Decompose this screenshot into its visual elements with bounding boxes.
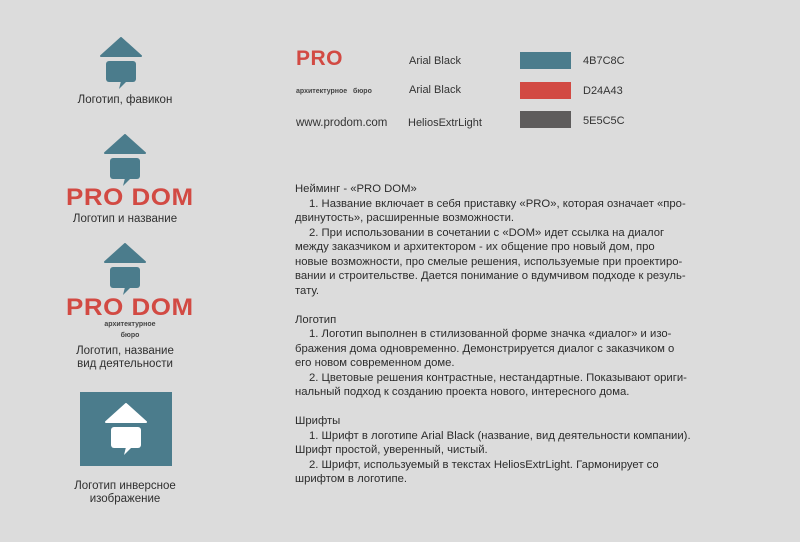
paragraph: 2. При использовании в сочетании с «DOM» идет ссылка на диалог xyxy=(309,226,665,239)
paragraph: нальный подход к созданию проекта нового, интересного дома. xyxy=(295,386,630,398)
caption-logo-inverse: изображение xyxy=(89,493,161,505)
brand-name: PRO DOM xyxy=(66,294,194,321)
color-hex-label: 4B7C8C xyxy=(583,55,625,67)
paragraph: Шрифт простой, уверенный, чистый. xyxy=(295,444,488,456)
font-name: HeliosExtrLight xyxy=(408,117,482,129)
caption-logo-activity: Логотип, название xyxy=(76,345,174,357)
logo-favicon xyxy=(100,37,142,89)
color-hex-label: D24A43 xyxy=(583,85,623,97)
house-dialog-icon xyxy=(104,134,146,186)
font-sample-pro: PRO xyxy=(296,47,344,70)
font-sample-activity: архитектурное бюро xyxy=(296,88,372,95)
brand-subtitle: архитектурное xyxy=(104,321,156,328)
logo-with-activity-icon xyxy=(104,243,146,295)
caption-logo-activity: вид деятельности xyxy=(77,358,173,370)
brand-name: PRO DOM xyxy=(66,184,194,211)
caption-favicon: Логотип, фавикон xyxy=(77,94,173,106)
description xyxy=(295,182,745,487)
caption-logo-inverse: Логотип инверсное xyxy=(74,480,176,492)
section-heading-logo: Логотип xyxy=(295,313,337,326)
paragraph: бражения дома одновременно. Демонстрируется диалог с заказчиком о xyxy=(295,342,675,355)
paragraph: новые возможности, про смелые решения, используемые при проектиро- xyxy=(295,255,683,268)
paragraph: его новом современном доме. xyxy=(295,357,455,369)
paragraph: тату. xyxy=(295,284,320,297)
paragraph: двинутость», расширенные возможности. xyxy=(295,212,515,224)
paragraph: между заказчиком и архитектором - их общение про новый дом, про xyxy=(295,241,655,253)
paragraph: 1. Логотип выполнен в стилизованной форме значка «диалог» и изо- xyxy=(309,328,672,340)
paragraph: вании и строительстве. Дается понимание о вдумчивом подходе к резуль- xyxy=(295,270,686,282)
house-dialog-icon xyxy=(105,403,147,455)
paragraph: 1. Шрифт в логотипе Arial Black (название, вид деятельности компании). xyxy=(309,429,691,442)
paragraph: 1. Название включает в себя приставку «PRO», которая означает «про- xyxy=(309,197,686,210)
logo-with-name-icon xyxy=(104,134,146,186)
paragraph: 2. Шрифт, используемый в текстах HeliosExtrLight. Гармонирует со xyxy=(309,458,659,471)
brand-subtitle: бюро xyxy=(120,332,140,339)
color-swatch-red xyxy=(520,82,571,99)
color-hex-label: 5E5C5C xyxy=(583,115,625,127)
font-name: Arial Black xyxy=(409,84,461,96)
logo-inverse xyxy=(80,392,172,466)
section-heading-fonts: Шрифты xyxy=(295,415,341,427)
caption-logo-name: Логотип и название xyxy=(72,213,178,225)
section-heading-naming: Нейминг - «PRO DOM» xyxy=(295,183,417,195)
font-name: Arial Black xyxy=(409,55,461,67)
paragraph: шрифтом в логотипе. xyxy=(295,473,408,485)
color-swatch-gray xyxy=(520,111,571,128)
house-dialog-icon xyxy=(100,37,142,89)
font-sample-url: www.prodom.com xyxy=(296,117,388,129)
house-dialog-icon xyxy=(104,243,146,295)
color-swatch-teal xyxy=(520,52,571,69)
paragraph: 2. Цветовые решения контрастные, нестандартные. Показывают ориги- xyxy=(309,371,687,384)
